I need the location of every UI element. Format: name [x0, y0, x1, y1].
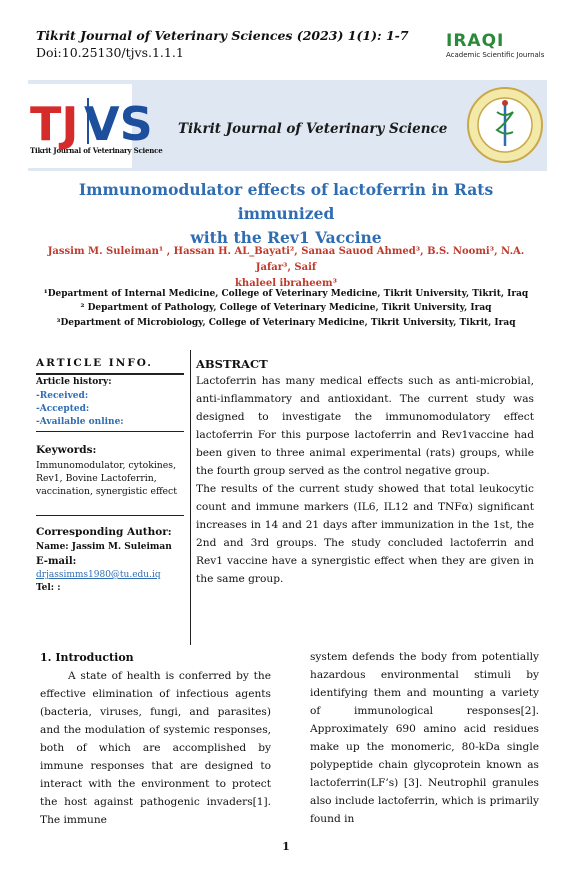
received-label: -Received: [36, 391, 89, 401]
keywords-line-3: vaccination, synergistic effect [36, 486, 177, 497]
affiliation-1: ¹Department of Internal Medicine, College of Veterinary Medicine, Tikrit University, Tikrit, Iraq [43, 289, 529, 299]
article-title-line-2: with the Rev1 Vaccine [190, 228, 382, 247]
affiliation-2: ² Department of Pathology, College of Veterinary Medicine, Tikrit University, Iraq [80, 303, 492, 313]
abstract-heading: ABSTRACT [196, 357, 268, 371]
iraqi-journals-logo[interactable] [446, 32, 560, 64]
keywords-divider [36, 515, 184, 516]
abstract-body [196, 372, 534, 588]
iraqi-logo-word: IRAQI [446, 31, 505, 51]
keywords-line-2: Rev1, Bovine Lactoferrin, [36, 473, 157, 484]
introduction-left-column [40, 667, 271, 829]
keywords-line-1: Immunomodulator, cytokines, [36, 460, 177, 471]
journal-citation: Tikrit Journal of Veterinary Sciences (2023) 1(1): 1-7 [36, 28, 409, 43]
tjvs-logo-caption: Tikrit Journal of Veterinary Science [30, 146, 163, 155]
introduction-left-text: A state of health is conferred by the effective elimination of infectious agents (bacteria, viruses, fungi, and parasites) and the modulation of systemic responses, both of which are accomplished by immune responses that are designed to interact with the environment to protect the host against pathogenic invaders[1]. The immune [40, 670, 271, 826]
available-online-label: -Available online: [36, 417, 124, 427]
corresponding-author-label: Corresponding Author: [36, 526, 172, 538]
keywords-label: Keywords: [36, 444, 97, 456]
article-title [30, 178, 542, 250]
iraqi-logo-subtitle: Academic Scientific Journals [446, 51, 545, 59]
tjvs-logo-graphic [28, 84, 163, 168]
tjvs-logo [28, 84, 163, 168]
email-label: E-mail: [36, 556, 77, 567]
svg-text:VS: VS [84, 97, 153, 151]
article-info-divider [36, 431, 184, 432]
page-number: 1 [282, 840, 290, 853]
author-name: Name: Jassim M. Suleiman [36, 542, 172, 552]
article-title-line-1: Immunomodulator effects of lactoferrin in Rats immunized [78, 180, 494, 223]
doi: Doi:10.25130/tjvs.1.1.1 [36, 45, 184, 60]
column-divider [190, 350, 191, 645]
article-info-heading: ARTICLE INFO. [36, 357, 153, 369]
article-info-rule [36, 373, 184, 375]
author-email-link[interactable]: drjassimms1980@tu.edu.iq [36, 570, 161, 580]
abstract-paragraph-2: The results of the current study showed that total leukocytic count and immune markers (IL6, IL12 and TNFα) significant increases in 14 and 21 days after immunization in the 1st, the 2nd and 3rd groups. The study concluded lactoferrin and Rev1 vaccine have a synergistic effect when they are given in the same group. [196, 483, 534, 585]
article-history-label: Article history: [36, 377, 112, 387]
authors-line-1: Jassim M. Suleiman¹ , Hassan H. AL_Bayati², Sanaa Sauod Ahmed³, B.S. Noomi³, N.A. Jafar³, Saif [47, 246, 525, 273]
authors-line-2: khaleel ibraheem³ [235, 278, 337, 289]
introduction-right-text: system defends the body from potentially hazardous environmental stimuli by identifying them and mounting a variety of immunological responses[2]. Approximately 690 amino acid residues make up the monomeric, 80-kDa single polypeptide chain glycoprotein known as lactoferrin(LF’s) [3]. Neutrophil granules also include lactoferrin, which is primarily found in [310, 651, 539, 825]
introduction-right-column [310, 648, 539, 828]
university-seal [466, 86, 544, 164]
seal-icon [466, 86, 544, 164]
authors [36, 244, 536, 292]
banner-title: Tikrit Journal of Veterinary Science [178, 121, 448, 137]
affiliation-3: ³Department of Microbiology, College of Veterinary Medicine, Tikrit University, Tikrit, Iraq [56, 318, 516, 328]
introduction-heading: 1. Introduction [40, 651, 134, 664]
accepted-label: -Accepted: [36, 404, 90, 414]
abstract-paragraph-1: Lactoferrin has many medical effects such as anti-microbial, anti-inflammatory and antioxidant. The current study was designed to investigate the immunomodulatory effect lactoferrin For this purpose lactoferrin and Rev1vaccine had been given to three animal experimental (rats) groups, while the fourth group served as the control negative group. [196, 375, 534, 477]
tel-label: Tel: : [36, 583, 61, 593]
svg-text:TJ: TJ [30, 97, 79, 151]
